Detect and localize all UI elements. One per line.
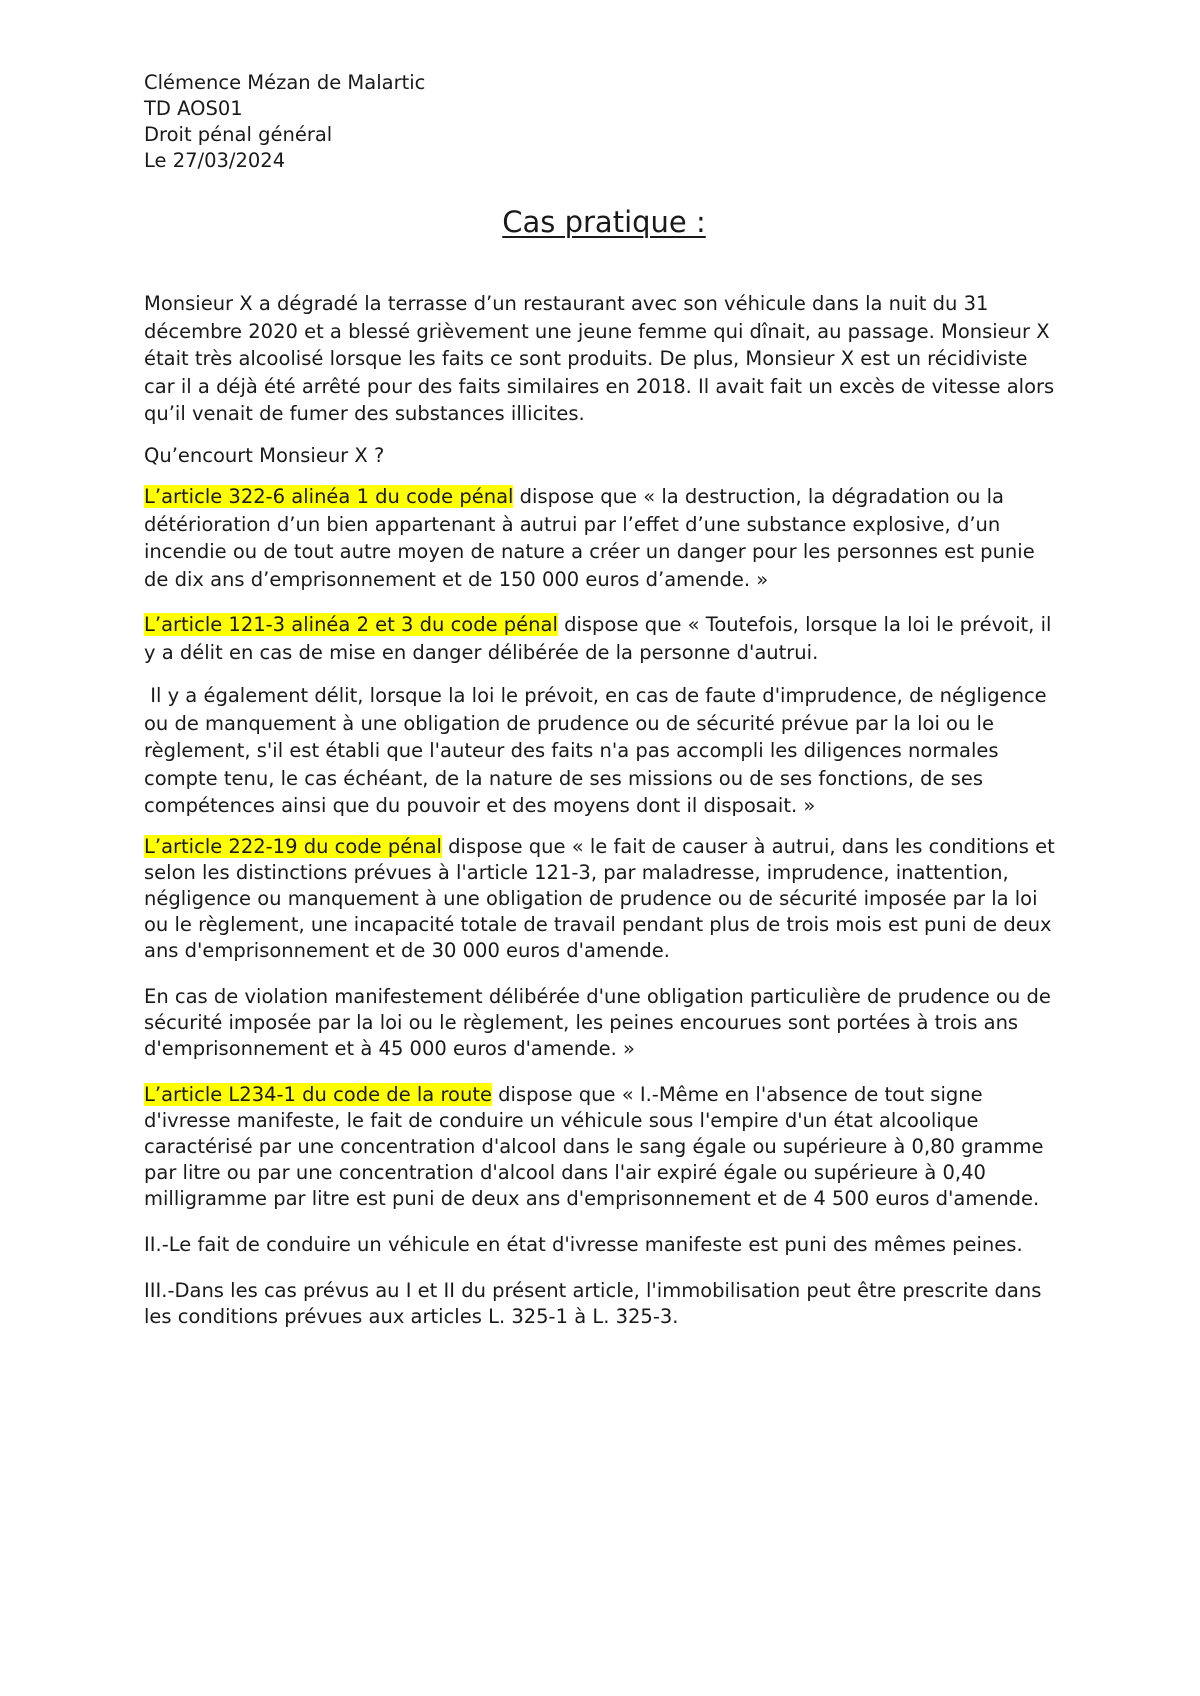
document-date: Le 27/03/2024: [144, 149, 286, 172]
page-title: Cas pratique :: [502, 205, 706, 239]
article-text: dispose que « la destruction, la dégradation ou la détérioration d’un bien appartenant à autrui par l’effet d’une substance explosive, d’un incendie ou de tout autre moyen de nature a créer un danger pour les personnes est punie de dix ans d’emprisonnement et de 150 000 euros d’amende. »: [144, 485, 1035, 591]
article-reference-highlight: L’article 222-19 du code pénal: [144, 834, 442, 858]
article-l234-1-third-paragraph: III.-Dans les cas prévus au I et II du présent article, l'immobilisation peut être prescrite dans les conditions prévues aux articles L. 325-1 à L. 325-3.: [144, 1278, 1042, 1328]
article-222-19-second-paragraph: En cas de violation manifestement délibérée d'une obligation particulière de prudence ou de sécurité imposée par la loi ou le règlement, les peines encourues sont portées à trois ans d'emprisonnement et à 45 000 euros d'amende. »: [144, 984, 1051, 1060]
author-name: Clémence Mézan de Malartic: [144, 71, 426, 94]
article-l234-1-paragraph: [144, 1082, 1064, 1212]
question-paragraph: Qu’encourt Monsieur X ?: [144, 443, 385, 467]
article-reference-highlight: L’article 322-6 alinéa 1 du code pénal: [144, 485, 514, 508]
article-322-6-paragraph: [144, 483, 1064, 593]
document-header: [144, 70, 1064, 174]
course-name: Droit pénal général: [144, 123, 333, 146]
article-121-3-paragraph: [144, 611, 1064, 666]
article-222-19-paragraph: [144, 834, 1064, 964]
article-reference-highlight: L’article L234-1 du code de la route: [144, 1082, 492, 1106]
facts-paragraph: Monsieur X a dégradé la terrasse d’un restaurant avec son véhicule dans la nuit du 31 décembre 2020 et a blessé grièvement une jeune femme qui dînait, au passage. Monsieur X était très alcoolisé lorsque les faits ce sont produits. De plus, Monsieur X est un récidiviste car il a déjà été arrêté pour des faits similaires en 2018. Il avait fait un excès de vitesse alors qu’il venait de fumer des substances illicites.: [144, 292, 1055, 425]
article-reference-highlight: L’article 121-3 alinéa 2 et 3 du code pénal: [144, 613, 558, 636]
group-name: TD AOS01: [144, 97, 243, 120]
article-text: dispose que « I.-Même en l'absence de tout signe d'ivresse manifeste, le fait de conduire un véhicule sous l'empire d'un état alcoolique caractérisé par une concentration d'alcool dans le sang égale ou supérieure à 0,80 gramme par litre ou par une concentration d'alcool dans l'air expiré égale ou supérieure à 0,40 milligramme par litre est puni de deux ans d'emprisonnement et de 4 500 euros d'amende.: [144, 1082, 1044, 1210]
article-l234-1-second-paragraph: II.-Le fait de conduire un véhicule en état d'ivresse manifeste est puni des mêmes peines.: [144, 1232, 1023, 1256]
article-text: dispose que « Toutefois, lorsque la loi le prévoit, il y a délit en cas de mise en danger délibérée de la personne d'autrui.: [144, 613, 1052, 664]
article-text: dispose que « le fait de causer à autrui, dans les conditions et selon les distinctions prévues à l'article 121-3, par maladresse, imprudence, inattention, négligence ou manquement à une obligation de prudence ou de sécurité imposée par la loi ou le règlement, une incapacité totale de travail pendant plus de trois mois est puni de deux ans d'emprisonnement et de 30 000 euros d'amende.: [144, 834, 1055, 962]
article-121-3-second-paragraph: Il y a également délit, lorsque la loi le prévoit, en cas de faute d'imprudence, de négligence ou de manquement à une obligation de prudence ou de sécurité prévue par la loi ou le règlement, s'il est établi que l'auteur des faits n'a pas accompli les diligences normales compte tenu, le cas échéant, de la nature de ses missions ou de ses fonctions, de ses compétences ainsi que du pouvoir et des moyens dont il disposait. »: [144, 684, 1053, 817]
document-page: [144, 70, 1064, 1330]
